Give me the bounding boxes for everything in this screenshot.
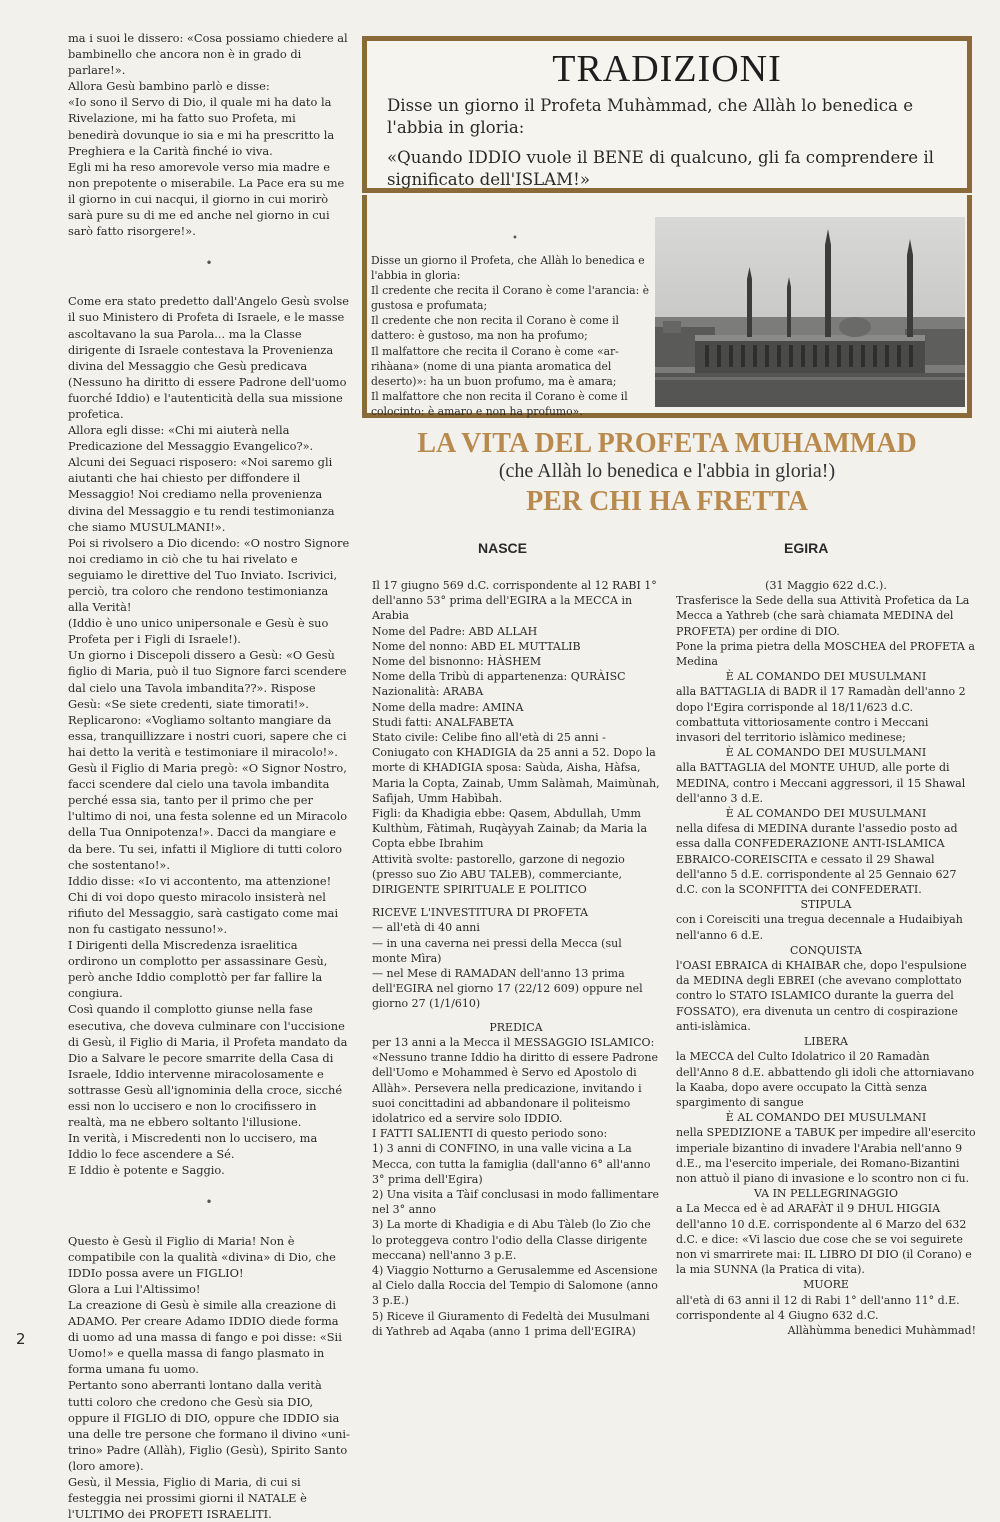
mosque-photo (655, 217, 965, 407)
tabuk-text: nella SPEDIZIONE a TABUK per impedire all'esercito imperiale bizantino di invadere l'Arabia nell'anno 9 d.E., ma l'esercito imperiale, dei Romano-Bizantini non attuò il piano di invasione e lo scontro non ci fu. (676, 1126, 976, 1185)
page-number: 2 (16, 1330, 26, 1348)
comando-heading-3: È AL COMANDO DEI MUSULMANI (725, 807, 927, 821)
egira-column (676, 578, 976, 1338)
muore-heading: MUORE (803, 1278, 849, 1292)
nasce-heading: NASCE (478, 540, 528, 556)
hadith-section (362, 195, 972, 418)
egira-date: (31 Maggio 622 d.C.). (765, 579, 887, 592)
predica-text: per 13 anni a la Mecca il MESSAGGIO ISLAMICO: «Nessuno tranne Iddio ha diritto di essere Padrone dell'Uomo e Mohammed è Servo ed Apostolo di Allàh». Persevera nella predicazione, invitando i suoi concittadini ad abbandonare il politeismo idolatrico ed a servire solo IDDIO. I FATTI SALIENTI di questo periodo sono: 1) 3 anni di CONFINO, in una valle vicina a La Mecca, con tutta la famiglia (dall'anno 6° all'anno 3° prima dell'Egira) 2) Una visita a Tàif conclusasi in modo fallimentare nel 3° anno 3) La morte di Khadigia e di Abu Tàleb (lo Zio che lo proteggeva contro l'odio della Classe dirigente meccana) nell'anno 3 p.E. 4) Viaggio Notturno a Gerusalemme ed Ascensione al Cielo dalla Roccia del Tempio di Salomone (anno 3 p.E.) 5) Riceve il Giuramento di Fedeltà dei Musulmani di Yathreb ad Aqaba (anno 1 prima dell'EGIRA) (372, 1035, 660, 1338)
medina-text: nella difesa di MEDINA durante l'assedio posto ad essa dalla CONFEDERAZIONE ANTI-ISLAMICA EBRAICO-COREISCITA e cessato il 29 Shawal dell'anno 5 d.E. corrispondente al 25 Gennaio 627 d.C. con la SCONFITTA dei CONFEDERATI. (676, 822, 958, 897)
stipula-text: con i Coreisciti una tregua decennale a Hudaibiyah nell'anno 6 d.E. (676, 913, 963, 942)
separator-bullet: • (205, 256, 213, 271)
left-block-2: Come era stato predetto dall'Angelo Gesù svolse il suo Ministero di Profeta di Israele, e le masse ascoltavano la sua Parola... ma la Classe dirigente di Israele contestava la Provenienza divina del Messaggio che Gesù predicava (Nessuno ha diritto di essere Padrone dell'uomo fuorché Iddio) e l'autenticità della sua missione profetica. Allora egli disse: «Chi mi aiuterà nella Predicazione del Messaggio Evangelico?». Alcuni dei Seguaci risposero: «Noi saremo gli aiutanti che hai chiesto per diffondere il Messaggio! Noi crediamo nella provenienza divina del Messaggio e tu rendi testimonianza che siamo MUSULMANI!». Poi si rivolsero a Dio dicendo: «O nostro Signore noi crediamo in ciò che tu hai rivelato e seguiamo le direttive del Tuo Inviato. Iscrivici, perciò, tra coloro che rendono testimonianza alla Verità! (Iddio è uno unico unipersonale e Gesù è suo Profeta per i Figli di Israele!). Un giorno i Discepoli dissero a Gesù: «O Gesù figlio di Maria, può il tuo Signore farci scendere dal cielo una Tavola imbandita??». Rispose Gesù: «Se siete credenti, siate timorati!». Replicarono: «Vogliamo soltanto mangiare da essa, tranquillizzare i nostri cuori, sapere che ci hai detto la verità e testimoniare il miracolo!». Gesù il Figlio di Maria pregò: «O Signor Nostro, facci scendere dal cielo una tavola imbandita perché essa sia, tanto per il primo che per l'ultimo di noi, una festa solenne ed un Miracolo della Tua Onnipotenza!». Dacci da mangiare e da bere. Tu sei, infatti il Migliore di tutti coloro che sostentano!». Iddio disse: «Io vi accontento, ma attenzione! Chi di voi dopo questo miracolo insisterà nel rifiuto del Messaggio, sarà castigato come mai non fu castigato nessuno!». I Dirigenti della Miscredenza israelitica ordirono un complotto per assassinare Gesù, però anche Iddio complottò per far fallire la congiura. Così quando il complotto giunse nella fase esecutiva, che doveva culminare con l'uccisione di Gesù, il Figlio di Maria, il Profeta mandato da Dio a Salvare le pecorе smarrite della Casa di Israele, Iddio intervenne miracolosamente e sottrasse Gesù all'ignominia della croce, sicché essi non lo uccisero e non lo crocifissero in realtà, ma ne ebbero soltanto l'illusione. In verità, i Miscredenti non lo uccisero, ma Iddio lo fece ascendere a Sé. E Iddio è potente e Saggio. (68, 294, 350, 1178)
pellegrinaggio-heading: VA IN PELLEGRINAGGIO (753, 1187, 899, 1201)
separator-bullet-3: • (512, 233, 518, 244)
vita-subtitle-2: PER CHI HA FRETTA (526, 486, 808, 517)
separator-bullet-2: • (205, 1195, 213, 1210)
tradizioni-quote: «Quando IDDIO vuole il BENE di qualcuno, gli fa comprendere il significato dell'ISLAM!» (387, 148, 934, 189)
egira-heading: EGIRA (784, 540, 829, 556)
left-block-1: ma i suoi le dissero: «Cosa possiamo chiedere al bambinello che ancora non è in grado di parlare!». Allora Gesù bambino parlò e disse: «Io sono il Servo di Dio, il quale mi ha dato la Rivelazione, mi ha fatto suo Profeta, mi benedirà dovunque io sia e mi ha prescritto la Preghiera e la Carità finché io viva. Egli mi ha reso amorevole verso mia madre e non prepotente o miserabile. La Pace era su me il giorno in cui nacqui, il giorno in cui morirò sarà pure su di me ed anche nel giorno in cui sarò fatto risorgere!». (68, 31, 348, 239)
comando-heading-1: È AL COMANDO DEI MUSULMANI (725, 670, 927, 684)
nasce-column (372, 578, 660, 1339)
vita-title: LA VITA DEL PROFETA MUHAMMAD (417, 428, 917, 459)
nasce-text: Il 17 giugno 569 d.C. corrispondente al 12 RABI 1° dell'anno 53° prima dell'EGIRA a la MECCA in Arabia Nome del Padre: ABD ALLAH Nome del nonno: ABD EL MUTTALIB Nome del bisnonno: HÀSHEM Nome della Tribù di appartenenza: QURÀISC Nazionalità: ARABA Nome della madre: AMINA Studi fatti: ANALFABETA Stato civile: Celibe fino all'età di 25 anni - Coniugato con KHADIGIA da 25 anni a 52. Dopo la morte di KHADIGIA sposa: Saùda, Aisha, Hàfsa, Maria la Copta, Zainab, Umm Salàmah, Maimùnah, Safìjah, Umm Habìbah. Figli: da Khadigia ebbe: Qasem, Abdullah, Umm Kulthùm, Fàtimah, Ruqàyyah Zainab; da Maria la Copta ebbe Ibrahim Attività svolte: pastorello, garzone di negozio (presso suo Zio ABU TALEB), commerciante, DIRIGENTE SPIRITUALE E POLITICO (372, 579, 660, 897)
comando-heading-2: È AL COMANDO DEI MUSULMANI (725, 746, 927, 760)
egira-text: Trasferisce la Sede della sua Attività Profetica da La Mecca a Yathreb (che sarà chiamata MEDINA del PROFETA) per ordine di DIO. Pone la prima pietra della MOSCHEA del PROFETA a Medina (676, 594, 975, 669)
libera-text: la MECCA del Culto Idolatrico il 20 Ramadàn dell'Anno 8 d.E. abbattendo gli idoli che attorniavano la Kaaba, dopo avere occupato la Città senza spargimento di sangue (676, 1050, 975, 1109)
left-column (68, 30, 350, 1522)
tradizioni-intro: Disse un giorno il Profeta Muhàmmad, che Allàh lo benedica e l'abbia in gloria: (387, 96, 914, 137)
libera-heading: LIBERA (804, 1035, 848, 1049)
predica-heading: PREDICA (489, 1020, 543, 1034)
closing-text: Allàhùmma benedici Muhàmmad! (787, 1323, 976, 1337)
uhud-text: alla BATTAGLIA del MONTE UHUD, alle porte di MEDINA, contro i Meccani aggressori, il 15 Shawal dell'anno 3 d.E. (676, 761, 966, 805)
vita-subtitle: (che Allàh lo benedica e l'abbia in gloria!) (498, 460, 836, 482)
badr-text: alla BATTAGLIA di BADR il 17 Ramadàn dell'anno 2 dopo l'Egira corrisponde al 18/11/623 d.C. combattuta vittoriosamente contro i Meccani invasori del territorio islàmico medinese; (676, 685, 966, 745)
conquista-heading: CONQUISTA (790, 943, 862, 957)
tradizioni-title: TRADIZIONI (552, 48, 782, 90)
stipula-heading: STIPULA (800, 898, 852, 912)
left-block-3: Questo è Gesù il Figlio di Maria! Non è compatibile con la qualità «divina» di Dio, che IDDIo possa avere un FIGLIO! Glora a Lui l'Altissimo! La creazione di Gesù è simile alla creazione di ADAMO. Per creare Adamo IDDIO diede forma di uomo ad una massa di fango e poi disse: «Sii Uomo!» e quella massa di fango plasmato in forma umana fu uomo. Pertanto sono aberranti lontano dalla verità tutti coloro che credono che Gesù sia DIO, oppure il FIGLIO di DIO, oppure che IDDIO sia una delle tre persone che formano il divino «uni-trino» Padre (Allàh), Figlio (Gesù), Spirito Santo (loro amore). Gesù, il Messia, Figlio di Maria, di cui si festeggia nei prossimi giorni il NATALE è l'ULTIMO dei PROFETI ISRAELITI. (68, 1233, 350, 1522)
hadith-text: Disse un giorno il Profeta, che Allàh lo benedica e l'abbia in gloria: Il credente che recita il Corano è come l'arancia: è gustosa e profumata; Il credente che non recita il Corano è come il dattero: è gustoso, ma non ha profumo; Il malfattore che recita il Corano è come «ar-rihàana» (nome di una pianta aromatica del deserto)»: ha un buon profumo, ma è amara; Il malfattore che non recita il Corano è come il colocinto: è amaro e non ha profumo». (371, 254, 650, 418)
conquista-text: l'OASI EBRAICA di KHAIBAR che, dopo l'espulsione da MEDINA degli EBREI (che avevano complottato contro lo STATO ISLAMICO durante la guerra del FOSSATO), era divenuta un centro di cospirazione anti-islàmica. (676, 959, 967, 1033)
muore-text: all'età di 63 anni il 12 di Rabi 1° dell'anno 11° d.E. corrispondente al 4 Giugno 632 d.C. (676, 1293, 960, 1322)
investitura-text: RICEVE L'INVESTITURA DI PROFETA — all'età di 40 anni — in una caverna nei pressi della Mecca (sul monte Mìra) — nel Mese di RAMADAN dell'anno 13 prima dell'EGIRA nel giorno 17 (22/12 609) oppure nel giorno 27 (1/1/610) (372, 906, 643, 1011)
tradizioni-box (362, 36, 972, 193)
comando-heading-4: È AL COMANDO DEI MUSULMANI (725, 1111, 927, 1125)
pellegrinaggio-text: a La Mecca ed è ad ARAFÀT il 9 DHUL HIGGIA dell'anno 10 d.E. corrispondente al 6 Marzo del 632 d.C. e dice: «Vi lascio due cose che se voi seguirete non vi smarrirete mai: IL LIBRO DI DIO (il Corano) e la mia SUNNA (la Pratica di vita). (676, 1202, 972, 1277)
